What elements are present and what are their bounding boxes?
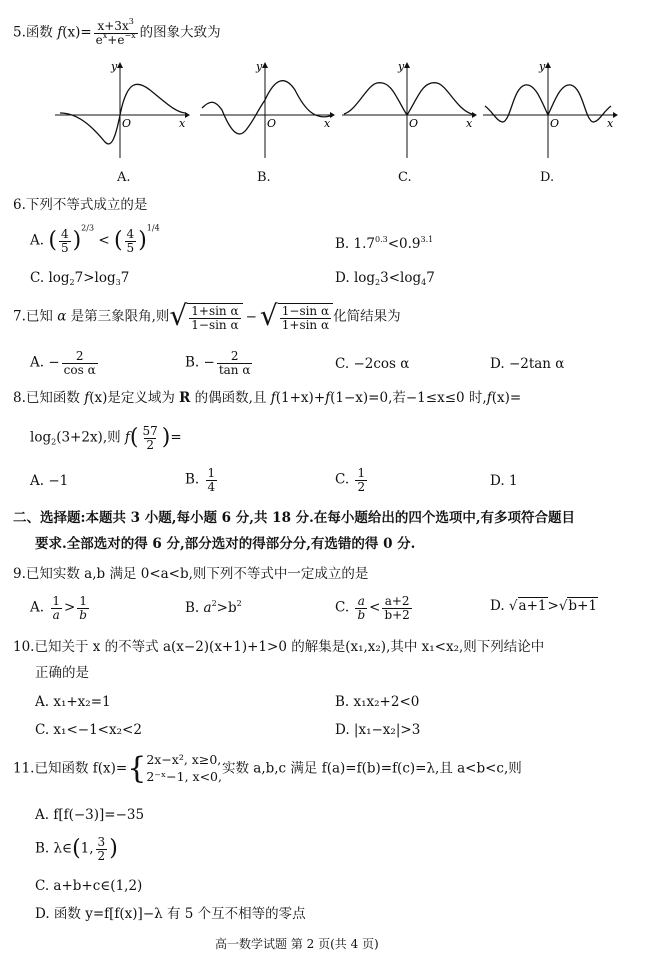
q11-option-b[interactable]: B. λ∈(1, $\frac{3}{2}$ ) [35, 835, 118, 863]
q8-option-b[interactable]: B. $\frac{1}{4}$ [185, 466, 216, 494]
q11-option-c[interactable]: C. a+b+c∈(1,2) [35, 878, 143, 894]
q10-stem-line2: 正确的是 [35, 665, 89, 681]
q10-option-c[interactable]: C. x₁<−1<x₂<2 [35, 722, 142, 738]
question-number: 5. [13, 24, 26, 41]
q8-stem-line2: $\log_2(3+2x)$,则 f( $\frac{57}{2}$ )= [30, 424, 182, 452]
graph-d [483, 60, 618, 160]
q8-option-d[interactable]: D. 1 [490, 473, 518, 489]
svg-text:y: y [398, 60, 405, 73]
q6-stem: 6.下列不等式成立的是 [13, 197, 148, 213]
svg-text:y: y [256, 60, 263, 73]
q7-option-c[interactable]: C. −2cos α [335, 356, 410, 372]
svg-text:O: O [550, 117, 560, 130]
svg-text:y: y [539, 60, 546, 73]
svg-text:O: O [267, 117, 277, 130]
svg-text:x: x [324, 117, 331, 130]
q9-stem: 9.已知实数 a,b 满足 0<a<b,则下列不等式中一定成立的是 [13, 566, 369, 582]
page-footer: 高一数学试题 第 2 页(共 4 页) [215, 937, 379, 951]
q10-stem-line1: 10.已知关于 x 的不等式 a(x−2)(x+1)+1>0 的解集是(x₁,x₂),其中 x₁<x₂,则下列结论中 [13, 639, 545, 655]
graph-label-c[interactable]: C. [398, 170, 412, 185]
q7-option-d[interactable]: D. −2tan α [490, 356, 565, 372]
q10-option-d[interactable]: D. |x₁−x₂|>3 [335, 722, 421, 738]
q7-option-b[interactable]: B. − $\frac{2}{\text{tan α}}$ [185, 349, 251, 377]
q11-option-a[interactable]: A. f[f(−3)]=−35 [35, 807, 145, 823]
q10-option-a[interactable]: A. x₁+x₂=1 [35, 694, 111, 710]
graph-label-a[interactable]: A. [117, 170, 131, 185]
svg-text:x: x [179, 117, 186, 130]
section-2-header-line2: 要求.全部选对的得 6 分,部分选对的得部分分,有选错的得 0 分. [35, 536, 416, 552]
svg-text:O: O [122, 117, 132, 130]
q6-option-a[interactable]: A. ( $\frac{4}{5}$ )$^{2/3}$ < ( $\frac{4}{5}$ )$^{1/4}$ [30, 223, 160, 255]
q8-option-c[interactable]: C. $\frac{1}{2}$ [335, 466, 366, 494]
q5-fraction: $\frac{x+3x^3}{e^x+e^{-x}}$ [95, 17, 136, 47]
q9-option-c[interactable]: C. $\frac{a}{b}$ < $\frac{a+2}{b+2}$ [335, 594, 410, 622]
q8-stem-line1: 8.已知函数 f(x)是定义域为 R 的偶函数,且 f(1+x)+f(1−x)=0,若−1≤x≤0 时,f(x)= [13, 390, 522, 406]
q9-option-a[interactable]: A. $\frac{1}{a}$ > $\frac{1}{b}$ [30, 594, 87, 622]
q10-option-b[interactable]: B. x₁x₂+2<0 [335, 694, 420, 710]
graph-label-d[interactable]: D. [540, 170, 555, 185]
graph-a [55, 60, 190, 160]
section-2-header-line1: 二、选择题:本题共 3 小题,每小题 6 分,共 18 分.在每小题给出的四个选项中,有多项符合题目 [13, 510, 576, 526]
q11-stem: 11.已知函数 f(x)={ 2x−x², x≥0, 2⁻ˣ−1, x<0, 实数 a,b,c 满足 f(a)=f(b)=f(c)=λ,且 a<b<c,则 [13, 750, 522, 786]
graph-c [342, 60, 477, 160]
q9-option-d[interactable]: D. √a+1>√b+1 [490, 598, 597, 614]
svg-text:O: O [409, 117, 419, 130]
svg-text:x: x [607, 117, 614, 130]
q7-stem: 7.已知 α 是第三象限角,则 √ $\frac{\text{1+sin α}}{\text{1−sin α}}$ − √ $\frac{\text{1−sin α}}{\text{1+sin α}}$ 化简结果为 [13, 299, 401, 332]
graph-b [200, 60, 335, 160]
q5-stem: 5.函数 f(x)= $\frac{x+3x^3}{e^x+e^{-x}}$ 的图象大致为 [13, 17, 221, 47]
q8-option-a[interactable]: A. −1 [30, 473, 69, 489]
svg-text:x: x [466, 117, 473, 130]
q11-option-d[interactable]: D. 函数 y=f[f(x)]−λ 有 5 个互不相等的零点 [35, 906, 306, 922]
q7-option-a[interactable]: A. − $\frac{2}{\text{cos α}}$ [30, 349, 96, 377]
q9-option-b[interactable]: B. $a^2>b^2$ [185, 599, 242, 616]
svg-text:y: y [111, 60, 118, 73]
q6-option-b[interactable]: B. $1.7^{0.3}<0.9^{3.1}$ [335, 235, 434, 252]
graph-label-b[interactable]: B. [257, 170, 271, 185]
q6-option-c[interactable]: C. $\log_27>\log_37$ [30, 270, 130, 287]
q6-option-d[interactable]: D. $\log_23<\log_47$ [335, 270, 435, 287]
